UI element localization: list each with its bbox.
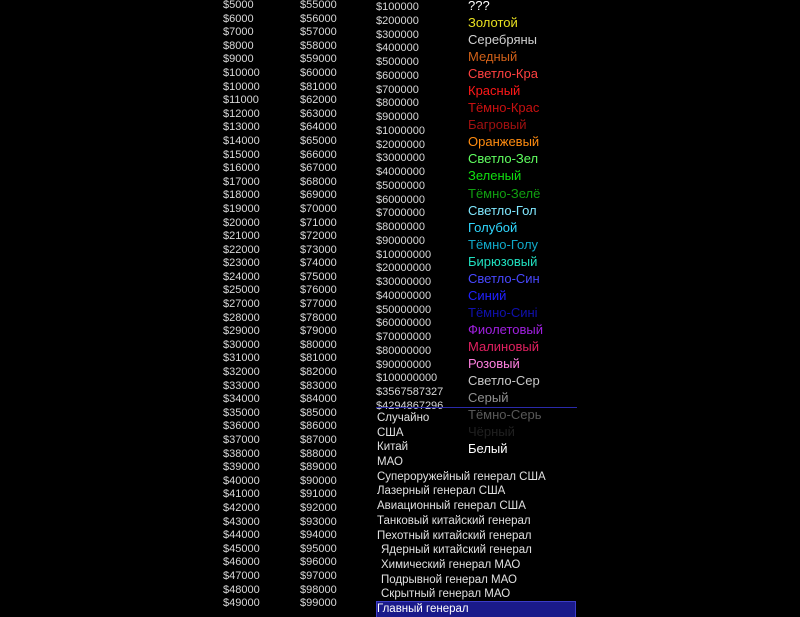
money-option[interactable]: $74000 [300,257,337,270]
dropdown-item[interactable]: Танковый китайский генерал [377,514,531,527]
color-option[interactable]: Оранжевый [468,134,540,150]
dropdown-item[interactable]: Подрывной генерал МАО [381,573,517,586]
money-option[interactable]: $17000 [223,175,260,188]
money-option[interactable]: $900000 [376,111,419,123]
color-option[interactable]: Светло-Кра [468,66,538,82]
money-option[interactable]: $59000 [300,53,337,66]
money-option[interactable]: $48000 [223,583,260,596]
money-option[interactable]: $700000 [376,83,419,96]
money-option[interactable]: $62000 [300,94,337,107]
color-option[interactable]: Тёмно-Серь [468,407,542,423]
dropdown-item[interactable]: Супероружейный генерал США [377,470,546,483]
money-option[interactable]: $27000 [223,298,260,311]
money-option[interactable]: $7000000 [376,207,425,220]
color-option[interactable]: Белый [468,441,508,457]
money-option[interactable]: $42000 [223,501,260,514]
color-option[interactable]: Золотой [468,15,518,31]
color-option[interactable]: Зеленый [468,168,522,184]
dropdown-item[interactable]: Ядерный китайский генерал [381,544,532,557]
money-option[interactable]: $500000 [376,56,419,68]
money-option[interactable]: $33000 [223,379,260,392]
money-option[interactable]: $60000 [300,66,337,79]
dropdown-item-selected[interactable]: Главный генерал [377,602,575,617]
money-option[interactable]: $41000 [223,488,260,501]
money-option[interactable]: $93000 [300,515,337,528]
money-option[interactable]: $86000 [300,420,337,433]
money-option[interactable]: $87000 [300,434,337,446]
money-option[interactable]: $23000 [223,257,260,270]
money-option[interactable]: $8000000 [376,221,425,233]
money-option[interactable]: $90000 [300,474,337,487]
money-option[interactable]: $73000 [300,243,337,256]
money-option[interactable]: $13000 [223,121,260,134]
money-option[interactable]: $58000 [300,39,337,52]
money-option[interactable]: $25000 [223,284,260,297]
money-option[interactable]: $400000 [376,42,419,55]
money-option[interactable]: $10000 [223,66,260,79]
money-option[interactable]: $68000 [300,175,337,188]
money-option[interactable]: $88000 [300,447,337,460]
money-option[interactable]: $200000 [376,14,419,27]
money-option[interactable]: $6000000 [376,193,425,206]
color-option[interactable]: Тёмно-Крас [468,100,540,116]
color-option[interactable]: Бирюзовый [468,253,538,269]
money-option[interactable]: $43000 [223,515,260,528]
money-option[interactable]: $3000000 [376,152,425,165]
money-option[interactable]: $9000000 [376,234,425,247]
money-option[interactable]: $97000 [300,569,337,582]
money-option[interactable]: $10000000 [376,248,432,261]
dropdown-item[interactable]: Пехотный китайский генерал [377,529,532,542]
color-option[interactable]: Светло-Сер [468,373,540,389]
money-option[interactable]: $36000 [223,420,260,433]
money-option[interactable]: $22000 [223,243,260,256]
money-option[interactable]: $29000 [223,325,260,338]
money-option[interactable]: $83000 [300,379,337,392]
money-option[interactable]: $81000 [300,80,337,93]
money-list-2 [300,0,337,611]
money-option[interactable]: $81000 [300,352,337,365]
color-option[interactable]: ??? [468,0,490,13]
money-option[interactable]: $39000 [223,461,260,474]
money-option[interactable]: $90000000 [376,358,432,371]
money-option[interactable]: $45000 [223,542,260,555]
dropdown-item[interactable]: МАО [377,456,403,469]
money-option[interactable]: $91000 [300,488,337,501]
money-option[interactable]: $14000 [223,134,260,147]
money-option[interactable]: $78000 [300,311,337,324]
money-option[interactable]: $49000 [223,597,260,610]
money-option[interactable]: $85000 [300,406,337,419]
dropdown-item[interactable]: Лазерный генерал США [377,485,506,498]
faction-dropdown-list[interactable] [376,407,577,616]
dropdown-item[interactable]: Авиационный генерал США [377,500,526,513]
color-option[interactable]: Красный [468,83,521,99]
money-option[interactable]: $66000 [300,148,337,161]
money-option[interactable]: $15000 [223,148,260,161]
money-option[interactable]: $100000000 [376,372,438,385]
money-option[interactable]: $40000 [223,474,260,487]
money-option[interactable]: $600000 [376,69,419,82]
money-option[interactable]: $94000 [300,529,337,542]
color-option[interactable]: Чёрный [468,424,515,440]
color-option[interactable]: Серый [468,390,509,406]
money-option[interactable]: $79000 [300,325,337,338]
color-option[interactable]: Фиолетовый [468,321,544,337]
money-option[interactable]: $20000 [223,216,260,229]
money-option[interactable]: $92000 [300,501,337,514]
color-option[interactable]: Медный [468,49,518,65]
color-option[interactable]: Тёмно-Сині [468,304,538,320]
color-option[interactable]: Светло-Зел [468,151,539,167]
money-option[interactable]: $37000 [223,434,260,446]
money-list-3 [376,1,443,414]
money-option[interactable]: $55000 [300,0,337,11]
color-option[interactable]: Тёмно-Голу [468,236,539,252]
money-option[interactable]: $28000 [223,311,260,324]
money-option[interactable]: $100000 [376,1,419,13]
money-option[interactable]: $70000000 [376,331,432,343]
money-option[interactable]: $34000 [223,393,260,406]
color-option[interactable]: Светло-Гол [468,202,537,218]
money-option[interactable]: $5000 [223,0,254,11]
money-option[interactable]: $24000 [223,270,260,283]
money-option[interactable]: $89000 [300,461,337,474]
dropdown-item[interactable]: Скрытный генерал МАО [381,588,511,601]
money-option[interactable]: $32000 [223,366,260,379]
money-list-1 [223,0,260,611]
color-option[interactable]: Серебряны [468,32,538,48]
money-option[interactable]: $60000000 [376,317,432,330]
money-option[interactable]: $38000 [223,447,260,460]
color-list [468,0,550,457]
money-option[interactable]: $72000 [300,230,337,243]
dropdown-item[interactable]: Случайно [377,412,430,424]
money-option[interactable]: $75000 [300,270,337,283]
color-option[interactable]: Тёмно-Зелё [468,185,541,201]
dropdown-item[interactable]: США [377,426,404,439]
money-option[interactable]: $40000000 [376,289,432,302]
money-option[interactable]: $96000 [300,556,337,569]
money-option[interactable]: $50000000 [376,303,432,316]
money-option[interactable]: $70000 [300,202,337,215]
money-option[interactable]: $46000 [223,556,260,569]
money-option[interactable]: $56000 [300,12,337,25]
money-option[interactable]: $99000 [300,597,337,610]
money-option[interactable]: $57000 [300,26,337,39]
color-option[interactable]: Голубой [468,219,518,235]
money-option[interactable]: $44000 [223,529,260,542]
money-option[interactable]: $16000 [223,162,260,175]
money-option[interactable]: $64000 [300,121,337,134]
money-option[interactable]: $30000000 [376,276,432,288]
money-option[interactable]: $65000 [300,134,337,147]
money-option[interactable]: $9000 [223,53,254,66]
money-option[interactable]: $71000 [300,216,337,229]
color-option[interactable]: Светло-Син [468,270,540,286]
money-option[interactable]: $8000 [223,39,254,52]
money-option[interactable]: $1000000 [376,124,425,137]
color-option[interactable]: Синий [468,287,507,303]
money-option[interactable]: $12000 [223,107,260,120]
money-option[interactable]: $82000 [300,366,337,379]
money-option[interactable]: $4294867296 [376,399,444,412]
money-option[interactable]: $6000 [223,12,254,25]
money-option[interactable]: $98000 [300,583,337,596]
money-option[interactable]: $80000000 [376,344,432,357]
money-option[interactable]: $18000 [223,189,260,202]
money-option[interactable]: $95000 [300,542,337,555]
color-option[interactable]: Розовый [468,355,520,371]
money-option[interactable]: $10000 [223,80,260,93]
money-option[interactable]: $11000 [223,94,259,107]
money-option[interactable]: $21000 [223,230,260,243]
money-option[interactable]: $300000 [376,28,419,41]
money-option[interactable]: $69000 [300,189,337,202]
money-option[interactable]: $35000 [223,406,260,419]
color-option[interactable]: Малиновый [468,338,539,354]
money-option[interactable]: $30000 [223,338,260,351]
money-option[interactable]: $7000 [223,26,254,39]
money-option[interactable]: $19000 [223,202,260,215]
money-option[interactable]: $63000 [300,107,337,120]
money-option[interactable]: $76000 [300,284,337,297]
dropdown-item[interactable]: Китай [377,441,409,454]
money-option[interactable]: $84000 [300,393,337,406]
dropdown-item[interactable]: Химический генерал МАО [381,558,521,571]
money-option[interactable]: $2000000 [376,138,425,151]
money-option[interactable]: $47000 [223,569,260,582]
money-option[interactable]: $20000000 [376,262,432,275]
money-option[interactable]: $4000000 [376,166,425,178]
color-option[interactable]: Багровый [468,117,527,133]
money-option[interactable]: $67000 [300,162,337,175]
money-option[interactable]: $80000 [300,338,337,351]
money-option[interactable]: $800000 [376,97,419,110]
money-option[interactable]: $5000000 [376,179,425,192]
money-option[interactable]: $31000 [223,352,260,365]
money-option[interactable]: $77000 [300,298,337,311]
money-option[interactable]: $3567587327 [376,386,444,398]
